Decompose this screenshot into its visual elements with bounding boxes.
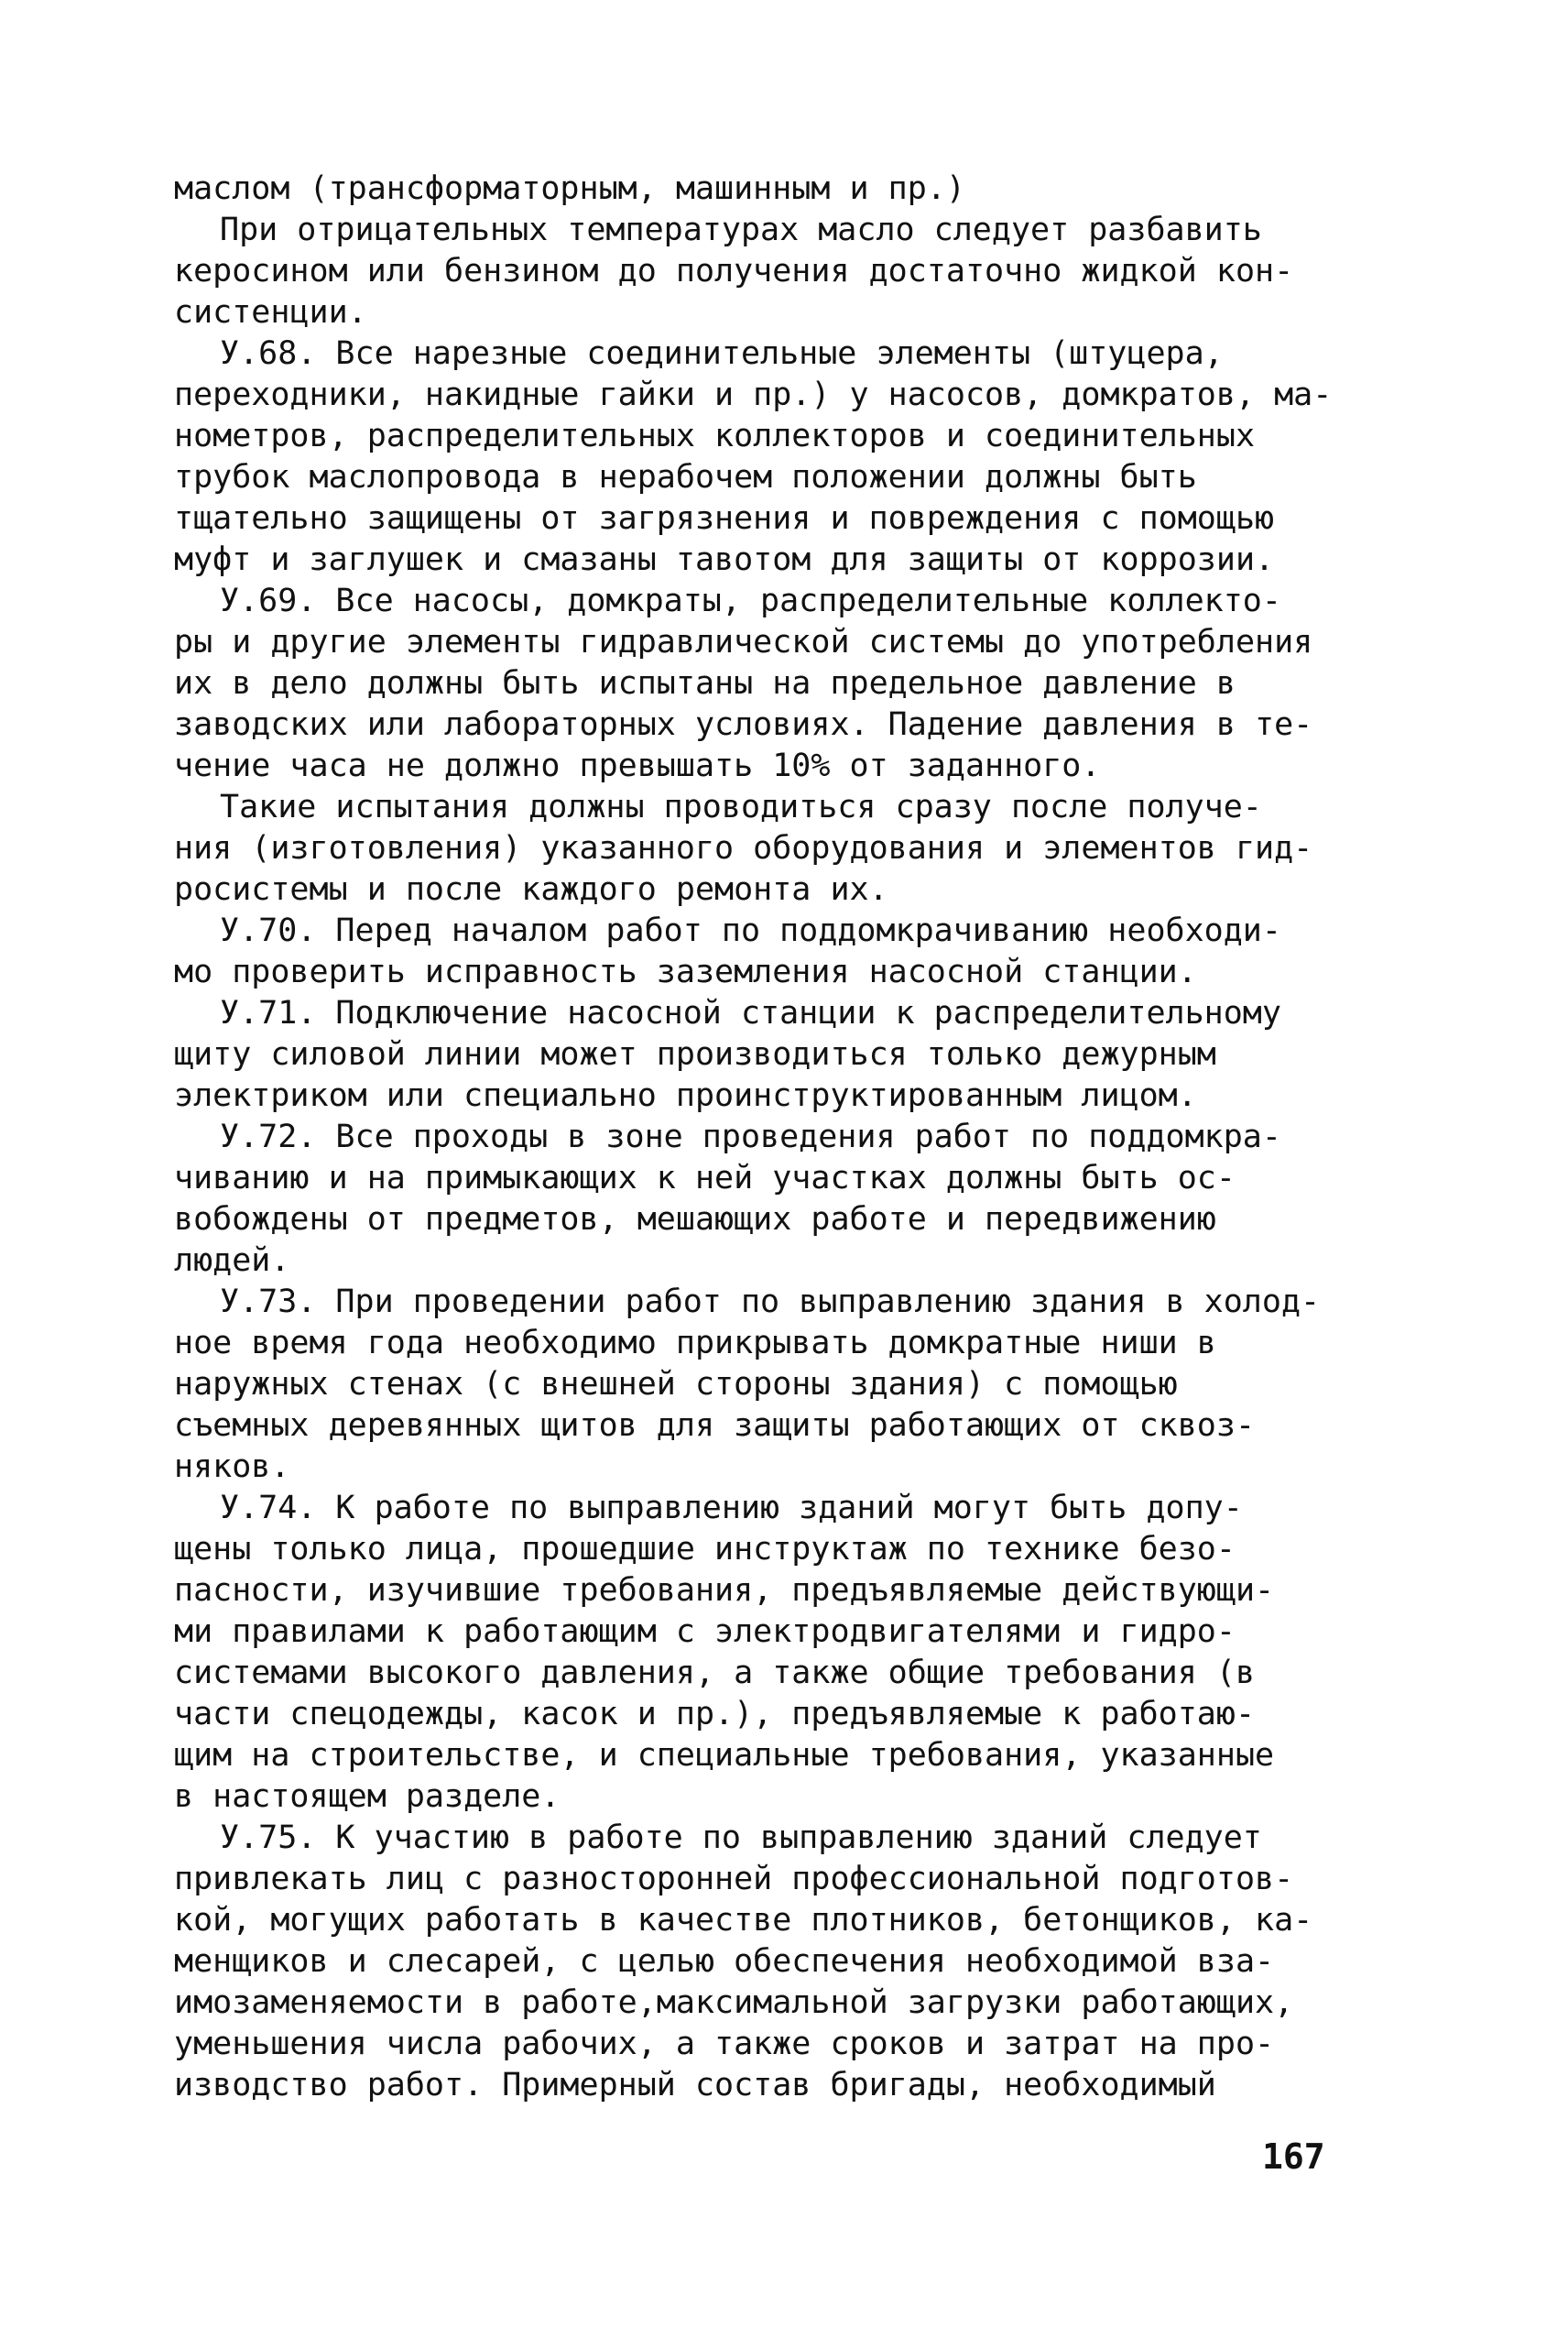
text-line: мо проверить исправность заземления насосной станции. [174,954,1197,990]
text-line: У.69. Все насосы, домкраты, распределительные коллекто- [220,583,1281,619]
text-line: При отрицательных температурах масло следует разбавить [220,212,1262,248]
text-line: чиванию и на примыкающих к ней участках должны быть ос- [174,1160,1236,1196]
page-number: 167 [1262,2136,1325,2177]
text-line: У.72. Все проходы в зоне проведения работ по поддомкра- [220,1119,1281,1155]
text-line: людей. [174,1242,290,1279]
text-line: наружных стенах (с внешней стороны здания) с помощью [174,1366,1178,1403]
text-line: ми правилами к работающим с электродвигателями и гидро- [174,1613,1236,1650]
text-line: керосином или бензином до получения достаточно жидкой кон- [174,253,1294,290]
text-line: щены только лица, прошедшие инструктаж по технике безо- [174,1531,1236,1568]
text-line: ры и другие элементы гидравлической системы до употребления [174,624,1313,661]
text-line: трубок маслопровода в нерабочем положении должны быть [174,459,1197,496]
text-line: У.70. Перед началом работ по поддомкрачиванию необходи- [220,912,1281,949]
text-line: росистемы и после каждого ремонта их. [174,871,888,908]
text-line: щим на строительстве, и специальные требования, указанные [174,1737,1275,1774]
text-line: части спецодежды, касок и пр.), предъявляемые к работаю- [174,1696,1256,1732]
text-line: систенции. [174,294,367,331]
text-line: вобождены от предметов, мешающих работе и передвижению [174,1201,1216,1238]
text-line: системами высокого давления, а также общие требования (в [174,1655,1256,1691]
text-line: съемных деревянных щитов для защиты работающих от сквоз- [174,1407,1256,1444]
text-line: электриком или специально проинструктированным лицом. [174,1077,1197,1114]
text-line: изводство работ. Примерный состав бригады, необходимый [174,2067,1216,2103]
text-line: привлекать лиц с разносторонней профессиональной подготов- [174,1861,1294,1897]
text-line: заводских или лабораторных условиях. Падение давления в те- [174,706,1313,743]
text-line: няков. [174,1448,290,1485]
text-line: У.74. К работе по выправлению зданий могут быть допу- [220,1490,1243,1526]
text-line: ния (изготовления) указанного оборудования и элементов гид- [174,830,1313,867]
text-line: менщиков и слесарей, с целью обеспечения необходимой вза- [174,1943,1275,1980]
text-line: пасности, изучившие требования, предъявляемые действующи- [174,1572,1275,1609]
text-line: тщательно защищены от загрязнения и повреждения с помощью [174,500,1275,537]
text-line: щиту силовой линии может производиться только дежурным [174,1036,1216,1073]
text-line: муфт и заглушек и смазаны тавотом для защиты от коррозии. [174,541,1275,578]
text-line: нометров, распределительных коллекторов и соединительных [174,418,1256,454]
text-line: переходники, накидные гайки и пр.) у насосов, домкратов, ма- [174,377,1333,413]
text-line: в настоящем разделе. [174,1778,561,1815]
text-line: кой, могущих работать в качестве плотников, бетонщиков, ка- [174,1902,1313,1939]
text-line: У.73. При проведении работ по выправлению здания в холод- [220,1284,1321,1320]
text-line: ное время года необходимо прикрывать домкратные ниши в [174,1325,1216,1361]
text-line: Такие испытания должны проводиться сразу после получе- [220,789,1262,825]
text-line: чение часа не должно превышать 10% от заданного. [174,748,1101,784]
text-line: имозаменяемости в работе,максимальной загрузки работающих, [174,1984,1294,2021]
text-line: маслом (трансформаторным, машинным и пр.) [174,170,965,207]
text-line: У.75. К участию в работе по выправлению зданий следует [220,1819,1262,1856]
text-line: У.68. Все нарезные соединительные элементы (штуцера, [220,335,1224,372]
text-line: их в дело должны быть испытаны на предельное давление в [174,665,1236,702]
text-line: уменьшения числа рабочих, а также сроков и затрат на про- [174,2026,1275,2062]
text-line: У.71. Подключение насосной станции к распределительному [220,995,1281,1032]
